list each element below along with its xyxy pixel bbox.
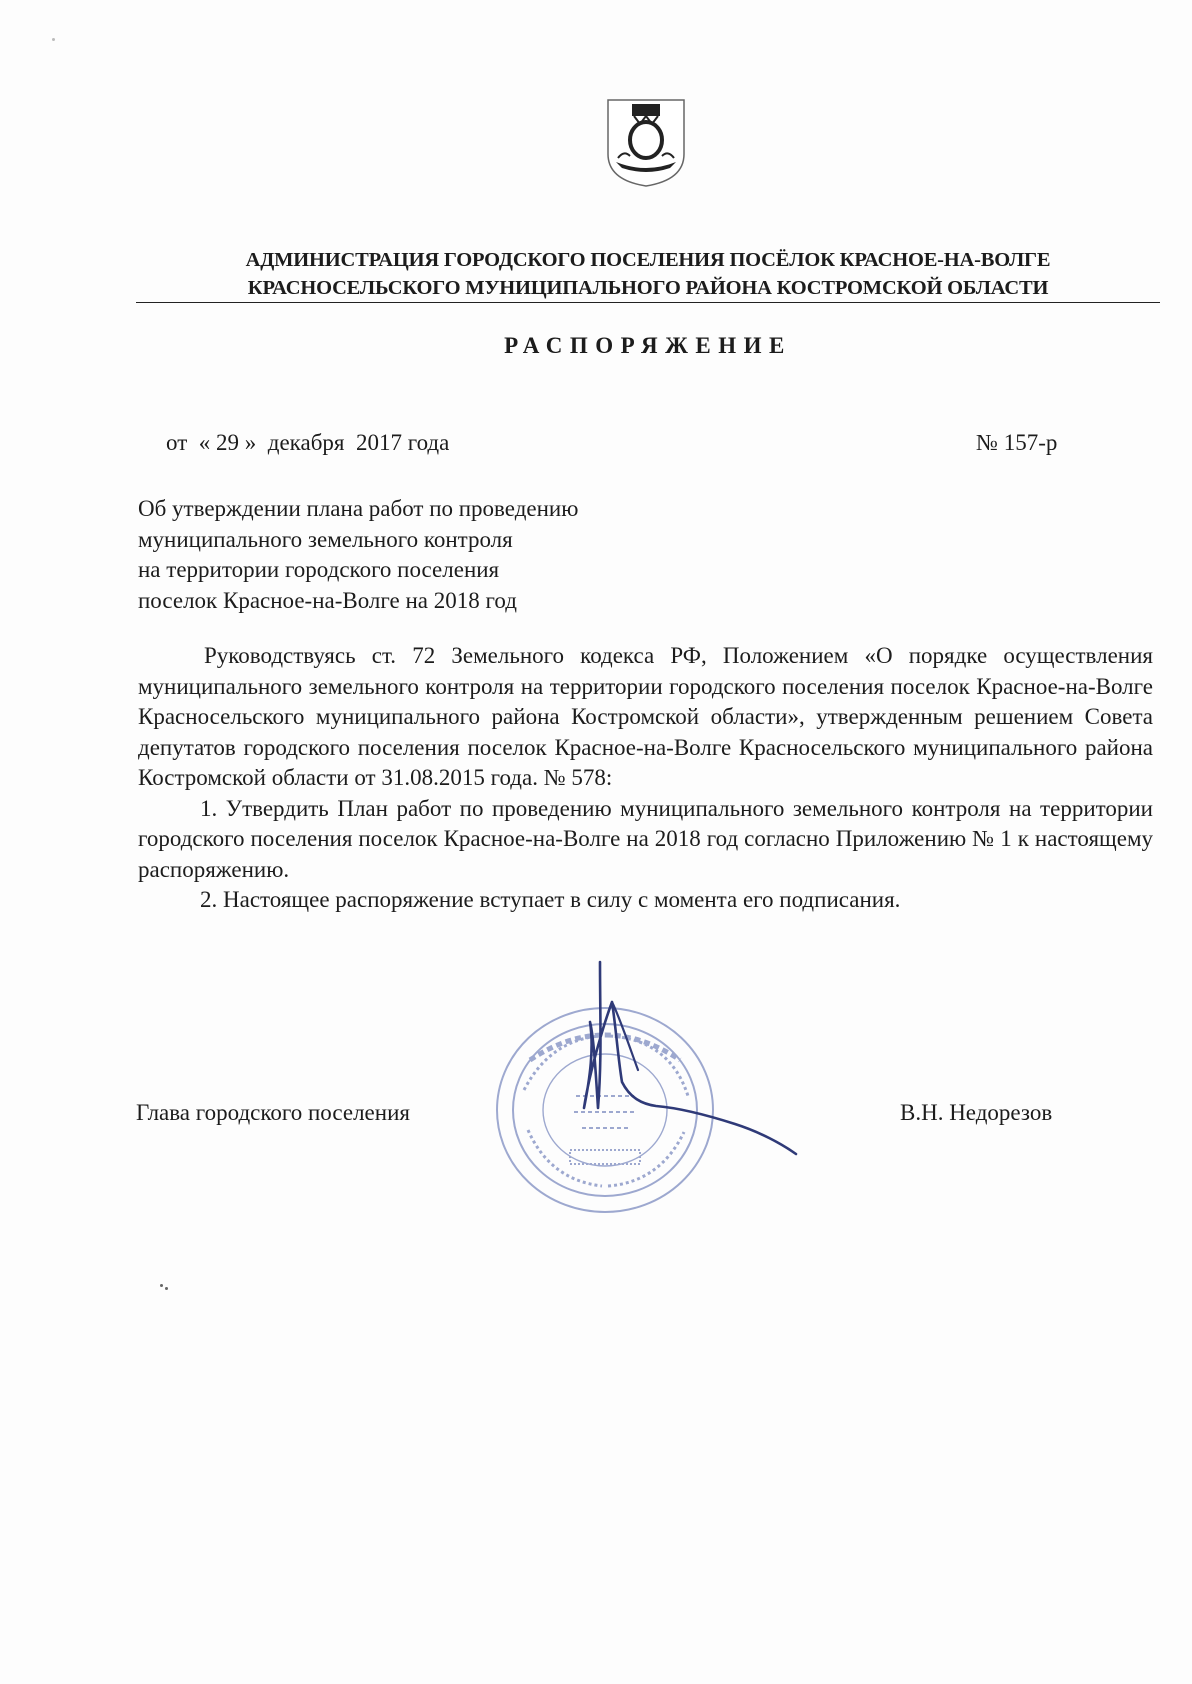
handwritten-signature — [560, 958, 810, 1158]
document-date: от « 29 » декабря 2017 года — [166, 430, 450, 455]
document-number: № 157-р — [976, 430, 1058, 455]
scan-speck — [165, 1287, 168, 1290]
subject-line: на территории городского поселения — [138, 557, 500, 582]
document-subject — [138, 494, 578, 616]
signatory-name: В.Н. Недорезов — [900, 1100, 1053, 1125]
order-item-1: 1. Утвердить План работ по проведению муниципального земельного контроля на территории городского поселения поселок Красное-на-Волге на 2018 год согласно Приложению № 1 к настоящему распоряжению. — [138, 795, 1153, 882]
header-divider — [136, 302, 1160, 303]
order-item-2: 2. Настоящее распоряжение вступает в силу с момента его подписания. — [200, 887, 901, 912]
scan-speck — [52, 38, 55, 41]
document-type-title: РАСПОРЯЖЕНИЕ — [504, 333, 792, 358]
subject-line: муниципального земельного контроля — [138, 526, 513, 552]
signatory-title: Глава городского поселения — [136, 1100, 410, 1125]
subject-line: поселок Красное-на-Волге на 2018 год — [138, 587, 517, 613]
subject-line: Об утверждении плана работ по проведению — [138, 496, 579, 521]
organization-line-1: АДМИНИСТРАЦИЯ ГОРОДСКОГО ПОСЕЛЕНИЯ ПОСЁЛОК КРАСНОЕ-НА-ВОЛГЕ — [245, 249, 1051, 271]
scan-speck — [160, 1284, 163, 1287]
document-body — [138, 641, 1153, 916]
organization-line-2: КРАСНОСЕЛЬСКОГО МУНИЦИПАЛЬНОГО РАЙОНА КОСТРОМСКОЙ ОБЛАСТИ — [247, 277, 1049, 299]
preamble-paragraph: Руководствуясь ст. 72 Земельного кодекса РФ, Положением «О порядке осуществления муниципального земельного контроля на территории городского поселения поселок Красное-на-Волге Красносельского муниципального района Костромской области», утвержденным решением Совета депутатов городского поселения поселок Красное-на-Волге Красносельского муниципального района Костромской области от 31.08.2015 года. № 578: — [138, 643, 1153, 790]
coat-of-arms-emblem — [604, 96, 688, 188]
organization-header — [136, 246, 1160, 302]
